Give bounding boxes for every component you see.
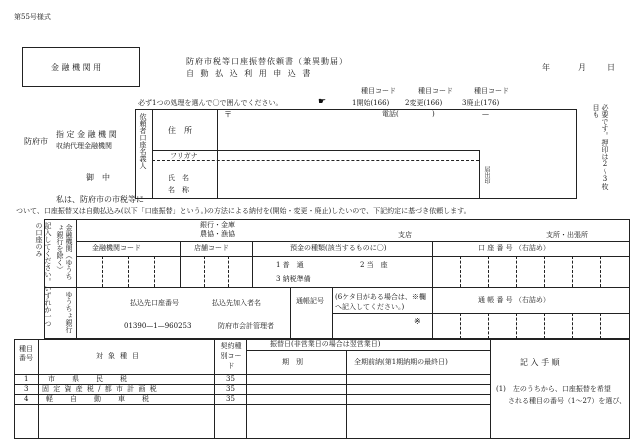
date-day: 日	[607, 63, 615, 72]
row-3-code: 35	[226, 395, 235, 403]
col-target-item: 対象種目	[96, 352, 144, 360]
passbook-symbol-note: (6ケタ目がある場合は、※欄へ記入してください。)	[335, 293, 426, 311]
phone-dash: —	[482, 110, 489, 118]
statement-line-1: 私は、防府市の市税等に	[56, 195, 144, 204]
account-number-header: 口 座 番 号 （右詰め）	[478, 244, 550, 252]
row-2-number: 3	[24, 385, 29, 393]
payee-account-label: 払込先口座番号	[130, 299, 179, 307]
bank-code-header: 金融機関コード	[92, 244, 141, 252]
deposit-type-current[interactable]: 2 当 座	[360, 261, 388, 269]
col-lump-sum: 全期前納(第1期納期の最終日)	[354, 358, 448, 366]
branch-office-2: 支所・出張所	[546, 231, 588, 239]
phone-label: 電話(	[382, 110, 399, 118]
seal-label: 届出印	[483, 166, 490, 184]
deposit-type-ordinary[interactable]: 1 普 通	[276, 261, 304, 269]
form-title: 防府市税等口座振替依頼書（兼異動届）	[186, 57, 348, 66]
row-2-code: 35	[226, 385, 235, 393]
form-number: 第55号様式	[14, 13, 51, 21]
branch-code-header: 店舗コード	[194, 244, 229, 252]
bank-section-label: 金融機関（ゆうちょ銀行を除く）	[56, 224, 73, 280]
bank-use-label: 金 融 機 関 用	[51, 63, 102, 72]
item-code-label-2: 種目コード	[418, 87, 453, 95]
row-1-code: 35	[226, 375, 235, 383]
row-2-item: 固 定 資 産 税 / 都 市 計 画 税	[42, 385, 158, 393]
city-name: 防府市	[24, 137, 48, 146]
bank-use-stamp-box	[22, 47, 140, 87]
passbook-number-header: 通 帳 番 号 （右詰め）	[478, 296, 550, 304]
branch-office: 支店	[398, 231, 412, 239]
phone-close: )	[432, 110, 435, 118]
bank-types-2: 農協・漁協	[200, 230, 235, 238]
col-contract-code: 契約種別コード	[220, 342, 242, 370]
postal-mark: 〒	[224, 110, 232, 119]
row-1-number: 1	[24, 375, 29, 383]
col-item-number: 種目番号	[19, 345, 33, 362]
process-change[interactable]: 2変更(166)	[405, 99, 443, 107]
col-procedure: 記 入 手 順	[520, 358, 560, 367]
seal-side-note: 必要です。押印は2～3枚目も	[592, 104, 609, 190]
date-month: 月	[578, 63, 586, 72]
deposit-type-header: 預金の種類(該当するものに〇)	[290, 244, 387, 252]
col-period: 期 別	[282, 358, 303, 366]
payee-name-label: 払込先加入者名	[212, 299, 261, 307]
payee-name: 防府市会計管理者	[218, 322, 274, 330]
account-section-box	[44, 219, 630, 339]
row-3-item: 軽 自 動 車 税	[46, 395, 150, 403]
row-1-item: 市 県 民 税	[48, 375, 128, 383]
one-account-note: 記入してください。いずれか一つの口座のみ	[35, 222, 52, 327]
col-transfer-date: 振替日(非営業日の場合は翌営業日)	[270, 340, 381, 348]
procedure-line-2: される種目の番号（1～27）を選び、	[508, 397, 627, 405]
yucho-section-label: ゆうちょ銀行	[65, 291, 73, 333]
bank-types: 銀行・金庫	[200, 221, 235, 229]
deposit-type-tax-reserve[interactable]: 3 納税準備	[276, 275, 311, 283]
passbook-symbol-label: 通帳記号	[296, 297, 324, 305]
agent-bank-label: 収納代理金融機関	[56, 142, 112, 150]
statement-line-2: ついて、口座振替又は自動払込み(以下「口座振替」という。)の方法による納付を(開始・変更・廃止)したいので、下記約定に基づき依頼します。	[16, 207, 471, 215]
holder-section-label: 依頼者口座名義人	[139, 113, 147, 169]
company-title-label: 名 称	[168, 186, 189, 194]
process-cancel[interactable]: 3廃止(176)	[462, 99, 500, 107]
account-holder-box	[135, 109, 577, 199]
instruction-text: 必ず1つの処理を選んで〇で囲んでください。	[138, 99, 283, 107]
process-start[interactable]: 1開始(166)	[352, 99, 390, 107]
pointing-hand-icon: ☛	[318, 97, 327, 107]
furigana-label: フリガナ	[170, 152, 198, 160]
address-label: 住 所	[168, 126, 192, 135]
attn-label: 御 中	[86, 173, 110, 182]
item-code-label-3: 種目コード	[474, 87, 509, 95]
asterisk-field-label: ※	[414, 317, 421, 326]
payee-account-number: 01390—1—960253	[124, 322, 192, 330]
procedure-line-1: (1) 左のうちから、口座振替を希望	[496, 385, 611, 393]
form-subtitle: 自 動 払 込 利 用 申 込 書	[186, 69, 313, 78]
row-3-number: 4	[24, 395, 29, 403]
item-code-label-1: 種目コード	[361, 87, 396, 95]
name-label: 氏 名	[168, 174, 189, 182]
date-year: 年	[542, 63, 550, 72]
designated-bank-label: 指 定 金 融 機 関	[56, 130, 117, 139]
